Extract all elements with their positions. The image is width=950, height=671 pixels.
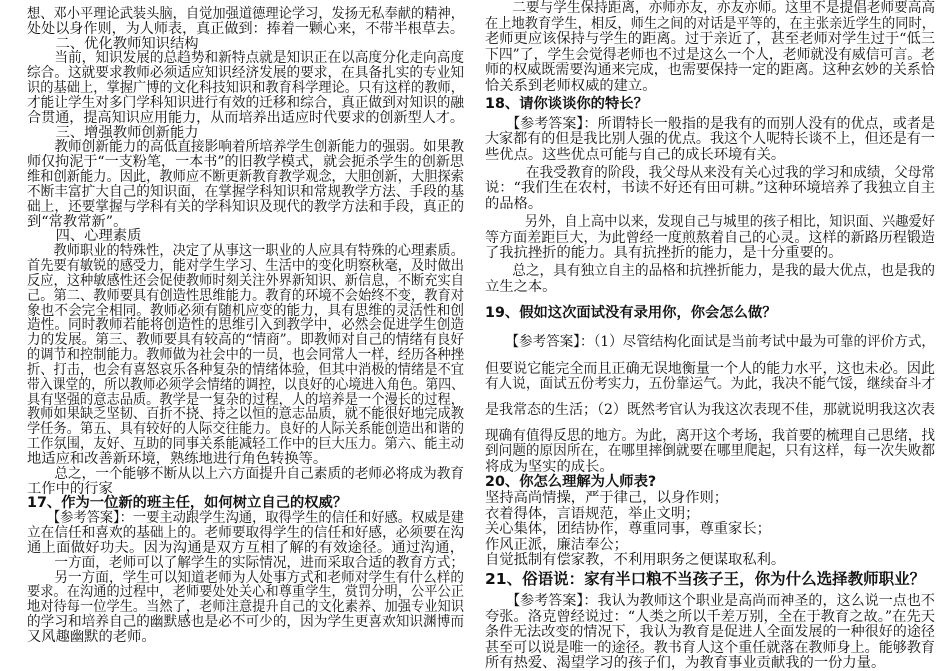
text-line: 折、打击，也会有喜怒哀乐各种复杂的情绪体验，但其中消极的情绪是不宜	[27, 361, 464, 378]
text-line: 说：“我们生在农村，书读不好还有田可耕。”这种环境培养了我独立自主	[485, 180, 935, 196]
text-line: 现确有值得反思的地方。为此，离开这个考场，我首要的梳理自己思绪，找	[485, 428, 935, 444]
section-heading: 二、优化教师知识结构	[27, 35, 199, 52]
text-line: 立生之本。	[485, 279, 557, 295]
text-line: 首先要有敏锐的感受力，能对学生学习、生活中的变化明察秋毫，及时做出	[27, 258, 464, 275]
text-line: 工作中的行家	[27, 480, 113, 497]
text-line: 工作氛围，友好、互助的同事关系能减轻工作中的巨大压力。第六、能主动	[27, 436, 464, 453]
text-line: 不断丰富扩大自己的知识面，在掌握学科知识和常规教学方法、手段的基	[27, 183, 465, 200]
text-line: 才能让学生对多门学科知识进行有效的迁移和综合，真正做到对知识的融	[27, 94, 465, 111]
text-line: 恰关系到老师权威的建立。	[485, 78, 657, 94]
text-line: 【参考答案】：所谓特长一般指的是我有的而别人没有的优点，或者是	[485, 116, 935, 132]
text-line: 些优点。这些优点可能与自己的成长环境有关。	[485, 147, 786, 163]
text-line: 老师更应该保持与学生的距离。过于亲近了，甚至老师对学生过于“低三	[485, 31, 936, 47]
text-line: 另外，自上高中以来，发现自己与城里的孩子相比，知识面、兴趣爱好	[485, 214, 935, 230]
text-line: 的品格。	[485, 196, 543, 212]
text-line: 学任务。第五、具有较好的人际交往能力。良好的人际关系能创造出和谐的	[27, 421, 464, 438]
text-line: 师的权威既需要沟通来完成，也需要保持一定的距离。这种玄妙的关系恰	[485, 62, 935, 78]
text-line: 作风正派，廉洁奉公；	[485, 537, 628, 553]
text-line: 力的发展。第三、教师要具有较高的“情商”。即教师对自己的情绪有良好	[27, 332, 464, 349]
text-line: 将成为坚实的成长。	[485, 459, 614, 475]
text-line: 所有热爱、渴望学习的孩子们，为教育事业贡献我的一份力量。	[485, 655, 886, 671]
text-line: 关心集体，团结协作，尊重同事，尊重家长；	[485, 521, 771, 537]
text-line: 大家都有的但是我比别人强的优点。我这个人呢特长谈不上，但还是有一	[485, 131, 935, 147]
text-line: 的调节和控制能力。教师做为社会中的一员，也会同常人一样，经历各种挫	[27, 347, 464, 364]
text-line: 【参考答案】：我认为教师这个职业是高尚而神圣的，这么说一点也不	[485, 593, 935, 609]
text-line: 识的基础上，掌握广博的文化科技知识和教育科学理论。只有这样的教师，	[27, 80, 464, 97]
text-line: 师仅拘泥于“一支粉笔，一本书”的旧教学模式，就会扼杀学生的创新思	[27, 154, 465, 171]
text-line: 合贯通，提高知识应用能力，从而培养出适应时代要求的创新型人才。	[27, 109, 464, 126]
text-line: 另一方面，学生可以知道老师为人处事方式和老师对学生有什么样的	[27, 569, 465, 586]
text-line: 坚持高尚情操，严于律己，以身作则；	[485, 490, 729, 506]
text-line: 【参考答案】：（1）尽管结构化面试是当前考试中最为可靠的评价方式，	[485, 334, 936, 350]
text-line: 要求。在沟通的过程中，老师要处处关心和尊重学生，赏罚分明，公平公正	[27, 584, 464, 601]
text-line: 教师职业的特殊性，决定了从事这一职业的人应具有特殊的心理素质。	[27, 243, 464, 260]
section-heading: 四、心理素质	[27, 228, 142, 245]
text-line: 维和创新能力。因此，教师应不断更新教育教学观念，大胆创新，大胆探索	[27, 169, 464, 186]
text-line: 衣着得体，言语规范，举止文明；	[485, 506, 700, 522]
text-line: 了我抗挫折的能力。具有抗挫折的能力，是十分重要的。	[485, 245, 843, 261]
text-line: 通上面做好功夫。因为沟通是双方互相了解的有效途径。通过沟通，	[27, 539, 464, 556]
text-line: 教师如果缺乏坚韧、百折不挠、持之以恒的意志品质，就不能很好地完成教	[27, 406, 464, 423]
text-line: 有人说，面试五份考实力，五份靠运气。为此，我决不能气馁，继续奋斗才	[485, 376, 935, 392]
text-line: 在上地教育学生，相反，师生之间的对话是平等的，在主张亲近学生的同时，	[485, 16, 935, 32]
text-line: 下四”了，学生会觉得老师也不过是这么一个人，老师就没有威信可言。老	[485, 47, 935, 63]
section-heading: 三、增强教师创新能力	[27, 124, 199, 141]
question-heading: 19、假如这次面试没有录用你，你会怎么做？	[485, 305, 777, 321]
text-line: 象也不会完全相同。教师必须有随机应变的能力，具有思维的灵活性和创	[27, 302, 465, 319]
text-line: 带入课堂的，所以教师必须学会情绪的调控，以良好的心境进入角色。第四、	[27, 376, 464, 393]
text-line: 是我常态的生活；（2）既然考官认为我这次表现不佳，那就说明我这次表	[485, 402, 935, 418]
text-line: 又风趣幽默的老师。	[27, 628, 156, 645]
text-line: 【参考答案】：一要主动跟学生沟通，取得学生的信任和好感。权威是建	[27, 510, 464, 527]
text-line: 想、邓小平理论武装头脑，自觉加强道德理论学习，发扬无私奉献的精神，	[27, 6, 464, 22]
text-line: 础上，还要掌握与学科有关的学科知识及现代的教学方法和手段，真正的	[27, 198, 465, 215]
text-line: 二要与学生保持距离，亦师亦友，亦友亦师。这里不是提倡老师要高高	[485, 0, 935, 16]
text-line: 等方面差距巨大，为此曾经一度煎熬着自己的心灵。这样的新路历程锻造	[485, 230, 935, 246]
question-heading: 17、作为一位新的班主任，如何树立自己的权威？	[27, 495, 348, 512]
text-line: 立在信任和喜欢的基础上的。老师要取得学生的信任和好感，必须要在沟	[27, 525, 465, 542]
text-line: 到问题的原因所在，在哪里摔倒就要在哪里爬起，只有这样，每一次失败都	[485, 443, 935, 459]
text-line: 综合。这就要求教师必须适应知识经济发展的要求，在具备扎实的专业知	[27, 65, 465, 82]
text-line: 夸张。洛克曾经说过：“人类之所以千差万别，全在于教育之故。”在先天	[485, 609, 935, 625]
text-line: 具有坚强的意志品质。教学是一复杂的过程，人的培养是一个漫长的过程，	[27, 391, 464, 408]
text-line: 己。第二、教师要具有创造性思维能力。教育的环境不会始终不变，教育对	[27, 287, 464, 304]
text-line: 甚至可以说是唯一的途径。教书育人这个重任就落在教师身上。能够教育	[485, 640, 935, 656]
text-line: 地适应和改善新环境，熟练地进行角色转换等。	[27, 450, 328, 467]
text-line: 当前，知识发展的总趋势和新特点就是知识正在以高度分化走向高度	[27, 50, 465, 67]
text-line: 造性。同时教师若能将创造性的思维引入到教学中，必然会促进学生创造	[27, 317, 465, 334]
text-line: 自觉抵制有偿家教，不利用职务之便谋取私利。	[485, 552, 786, 568]
text-line: 处处以身作则，为人师表，真正做到：捧着一颗心来，不带半根草去。	[27, 20, 464, 37]
question-heading: 21、俗语说：家有半口粮不当孩子王，你为什么选择教师职业？	[485, 570, 926, 588]
text-line: 一方面，老师可以了解学生的实际情况，进而采取合适的教育方式；	[27, 554, 465, 571]
text-line: 地对待每一位学生。当然了，老师注意提升自己的文化素养、加强专业知识	[27, 599, 464, 616]
text-line: 总之，一个能够不断从以上六方面提升自己素质的老师必将成为教育	[27, 465, 465, 482]
text-line: 条件无法改变的情况下，我认为教育是促进人全面发展的一种很好的途径	[485, 624, 935, 640]
text-line: 但要说它能完全而且正确无误地衡量一个人的能力水平，这也未必。因此	[485, 361, 935, 377]
text-line: 在我受教育的阶段，我父母从来没有关心过我的学习和成绩，父母常	[485, 165, 935, 181]
text-line: 反应，这种敏感性还会促使教师时刻关注外界新知识、新信息，不断充实自	[27, 272, 464, 289]
text-line: 教师创新能力的高低直接影响着所培养学生创新能力的强弱。如果教	[27, 139, 465, 156]
question-heading: 20、你怎么理解为人师表?	[485, 474, 657, 490]
text-line: 总之，具有独立自主的品格和抗挫折能力，是我的最大优点，也是我的	[485, 263, 935, 279]
text-line: 的学习和培养自己的幽默感也是必不可少的，因为学生更喜欢知识渊博而	[27, 614, 465, 631]
text-line: 到“常教常新”。	[27, 213, 128, 230]
question-heading: 18、请你谈谈你的特长？	[485, 96, 648, 112]
